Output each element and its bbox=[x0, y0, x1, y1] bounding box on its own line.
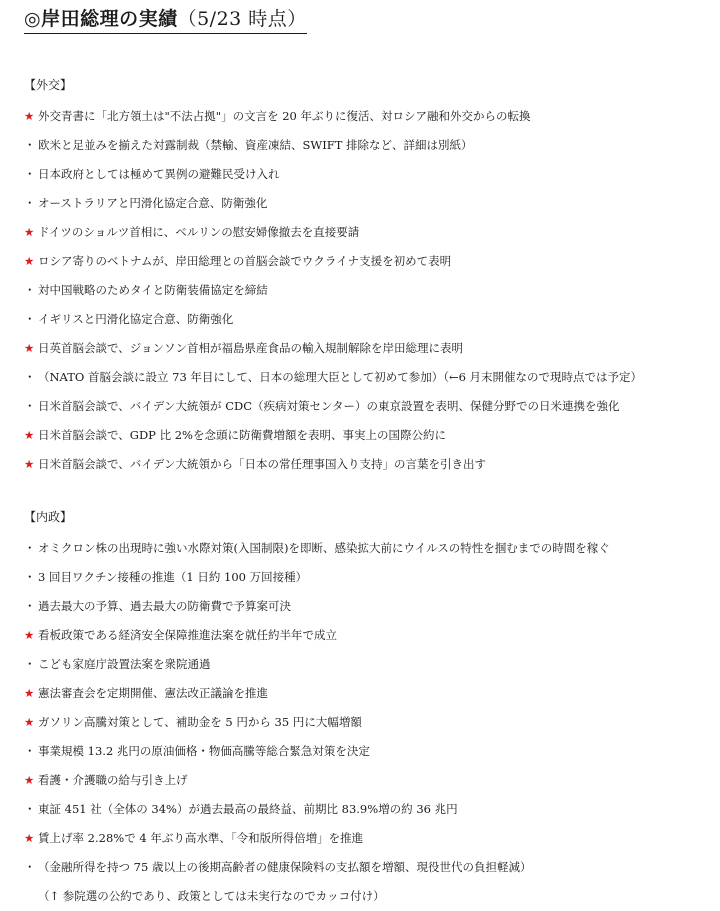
footnote: （↑ 参院選の公約であり、政策としては未実行なのでカッコ付け） bbox=[38, 889, 385, 903]
list-item bbox=[24, 305, 714, 334]
list-item bbox=[24, 450, 714, 479]
item-text: （金融所得を持つ 75 歳以上の後期高齢者の健康保険料の支払額を増額、現役世代の負担軽減） bbox=[38, 860, 532, 874]
star-marker-icon: ★ bbox=[24, 225, 35, 239]
list-item bbox=[24, 592, 714, 621]
item-text: ドイツのショルツ首相に、ベルリンの慰安婦像撤去を直接要請 bbox=[38, 225, 360, 239]
item-text: 日英首脳会談で、ジョンソン首相が福島県産食品の輸入規制解除を岸田総理に表明 bbox=[38, 341, 464, 355]
list-item bbox=[24, 131, 714, 160]
list-item bbox=[24, 276, 714, 305]
item-text: 対中国戦略のためタイと防衛装備協定を締結 bbox=[38, 283, 268, 297]
bullet-marker: ・ bbox=[24, 283, 36, 297]
item-text: （NATO 首脳会談に設立 73 年目にして、日本の総理大臣として初めて参加）（←6 月末開催なので現時点では予定） bbox=[38, 370, 643, 384]
title-date: （5/23 時点） bbox=[177, 8, 307, 30]
item-text: 日米首脳会談で、バイデン大統領から「日本の常任理事国入り支持」の言葉を引き出す bbox=[38, 457, 487, 471]
list-item bbox=[24, 392, 714, 421]
item-text: オーストラリアと円滑化協定合意、防衛強化 bbox=[38, 196, 268, 210]
item-list bbox=[24, 534, 714, 882]
list-item bbox=[24, 766, 714, 795]
bullet-marker: ・ bbox=[24, 138, 36, 152]
list-item bbox=[24, 737, 714, 766]
bullet-marker: ・ bbox=[24, 196, 36, 210]
list-item bbox=[24, 189, 714, 218]
section-domestic bbox=[24, 506, 714, 911]
bullet-marker: ・ bbox=[24, 802, 36, 816]
item-text: 3 回目ワクチン接種の推進（1 日約 100 万回接種） bbox=[38, 570, 308, 584]
bullet-marker: ・ bbox=[24, 370, 36, 384]
list-item bbox=[24, 334, 714, 363]
bullet-marker: ・ bbox=[24, 312, 36, 326]
item-text: 看護・介護職の給与引き上げ bbox=[38, 773, 188, 787]
list-item bbox=[24, 795, 714, 824]
bullet-marker: ・ bbox=[24, 744, 36, 758]
list-item bbox=[24, 247, 714, 276]
item-text: 事業規模 13.2 兆円の原油価格・物価高騰等総合緊急対策を決定 bbox=[38, 744, 370, 758]
star-marker-icon: ★ bbox=[24, 109, 35, 123]
section-heading: 【内政】 bbox=[24, 510, 73, 524]
star-marker-icon: ★ bbox=[24, 457, 35, 471]
item-text: 日米首脳会談で、GDP 比 2%を念頭に防衛費増額を表明、事実上の国際公約に bbox=[38, 428, 446, 442]
item-text: オミクロン株の出現時に強い水際対策(入国制限)を即断、感染拡大前にウイルスの特性を掴むまでの時間を稼ぐ bbox=[38, 541, 610, 555]
list-item bbox=[24, 563, 714, 592]
list-item bbox=[24, 534, 714, 563]
star-marker-icon: ★ bbox=[24, 686, 35, 700]
list-item bbox=[24, 650, 714, 679]
star-marker-icon: ★ bbox=[24, 715, 35, 729]
item-list bbox=[24, 102, 714, 479]
item-text: 東証 451 社（全体の 34%）が過去最高の最終益、前期比 83.9%増の約 36 兆円 bbox=[38, 802, 458, 816]
list-item bbox=[24, 853, 714, 882]
page-title bbox=[24, 4, 307, 34]
list-item bbox=[24, 421, 714, 450]
bullet-marker: ・ bbox=[24, 167, 36, 181]
section-diplomacy bbox=[24, 74, 714, 479]
item-text: 賃上げ率 2.28%で 4 年ぶり高水準、「令和版所得倍増」を推進 bbox=[38, 831, 364, 845]
star-marker-icon: ★ bbox=[24, 628, 35, 642]
star-marker-icon: ★ bbox=[24, 254, 35, 268]
item-text: ロシア寄りのベトナムが、岸田総理との首脳会談でウクライナ支援を初めて表明 bbox=[38, 254, 452, 268]
list-item bbox=[24, 708, 714, 737]
list-item bbox=[24, 363, 714, 392]
bullet-marker: ・ bbox=[24, 541, 36, 555]
item-text: 日本政府としては極めて異例の避難民受け入れ bbox=[38, 167, 280, 181]
item-text: 欧米と足並みを揃えた対露制裁（禁輸、資産凍結、SWIFT 排除など、詳細は別紙） bbox=[38, 138, 473, 152]
list-item bbox=[24, 621, 714, 650]
star-marker-icon: ★ bbox=[24, 831, 35, 845]
bullet-marker: ・ bbox=[24, 570, 36, 584]
item-text: こども家庭庁設置法案を衆院通過 bbox=[38, 657, 211, 671]
star-marker-icon: ★ bbox=[24, 428, 35, 442]
bullet-marker: ・ bbox=[24, 860, 36, 874]
item-text: 過去最大の予算、過去最大の防衛費で予算案可決 bbox=[38, 599, 291, 613]
star-marker-icon: ★ bbox=[24, 773, 35, 787]
list-item bbox=[24, 218, 714, 247]
list-item bbox=[24, 824, 714, 853]
item-text: 憲法審査会を定期開催、憲法改正議論を推進 bbox=[38, 686, 268, 700]
bullet-marker: ・ bbox=[24, 399, 36, 413]
item-text: 看板政策である経済安全保障推進法案を就任約半年で成立 bbox=[38, 628, 337, 642]
list-item bbox=[24, 679, 714, 708]
title-main: ◎岸田総理の実績 bbox=[24, 8, 178, 30]
item-text: 外交青書に「北方領土は"不法占拠"」の文言を 20 年ぶりに復活、対ロシア融和外交からの転換 bbox=[38, 109, 531, 123]
item-text: イギリスと円滑化協定合意、防衛強化 bbox=[38, 312, 234, 326]
bullet-marker: ・ bbox=[24, 599, 36, 613]
item-text: ガソリン高騰対策として、補助金を 5 円から 35 円に大幅増額 bbox=[38, 715, 362, 729]
list-item bbox=[24, 160, 714, 189]
list-item bbox=[24, 102, 714, 131]
section-heading: 【外交】 bbox=[24, 78, 73, 92]
bullet-marker: ・ bbox=[24, 657, 36, 671]
star-marker-icon: ★ bbox=[24, 341, 35, 355]
item-text: 日米首脳会談で、バイデン大統領が CDC（疾病対策センター）の東京設置を表明、保健分野での日米連携を強化 bbox=[38, 399, 620, 413]
